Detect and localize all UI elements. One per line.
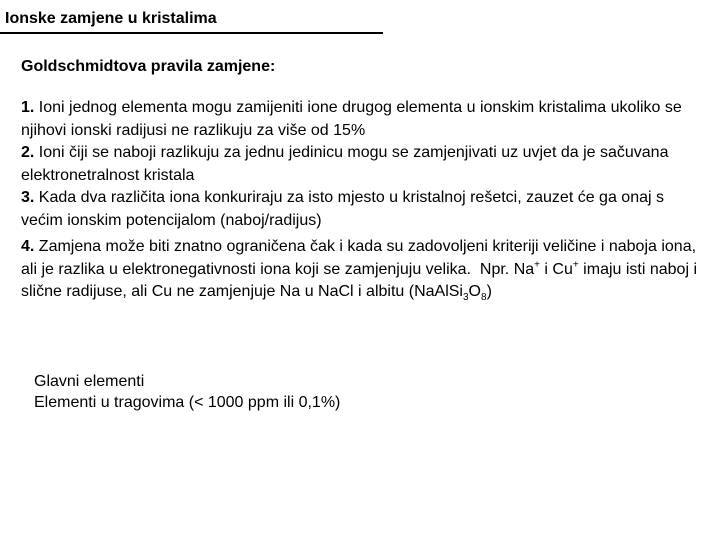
rule-3 <box>21 187 701 232</box>
rule-text: imaju isti naboj i slične radijuse, ali Cu ne zamjenjuje Na u NaCl i albitu (NaAlSi <box>21 260 698 300</box>
rules-heading: Goldschmidtova pravila zamjene: <box>21 58 276 75</box>
rule-text: ) <box>486 283 492 300</box>
element-categories <box>34 371 340 413</box>
rule-2 <box>21 142 701 187</box>
rule-text: Zamjena može biti znatno ograničena čak i kada su zadovoljeni kriteriji veličine i naboja iona, ali je razlika u elektronegativnosti iona koji se zamjenjuju velika. Npr. Na <box>21 238 701 278</box>
rule-text: Kada dva različita iona konkuriraju za isto mjesto u kristalnoj rešetci, zauzet će ga onaj s većim ionskim potencijalom (naboj/radijus) <box>21 189 669 229</box>
trace-elements-label: Elementi u tragovima (< 1000 ppm ili 0,1%) <box>34 394 341 411</box>
rule-number: 2. <box>21 144 35 161</box>
rule-4 <box>21 236 701 304</box>
rule-text: Ioni čiji se naboji razlikuju za jednu jedinicu mogu se zamjenjivati uz uvjet da je sačuvana elektronetralnost kristala <box>21 144 673 184</box>
page-title: Ionske zamjene u kristalima <box>5 10 217 27</box>
rule-number: 3. <box>21 189 35 206</box>
rule-text: i Cu <box>539 260 573 278</box>
rule-number: 1. <box>21 99 35 116</box>
rules-list <box>21 97 701 304</box>
rule-text: Ioni jednog elementa mogu zamijeniti ione drugog elementa u ionskim kristalima ukoliko se njihovi ionski radijusi ne razlikuju za više od 15% <box>21 99 687 139</box>
superscript: + <box>534 259 540 271</box>
subscript: 8 <box>481 292 487 304</box>
rule-1 <box>21 97 701 142</box>
major-elements-label: Glavni elementi <box>34 373 145 390</box>
rule-text: O <box>468 283 481 300</box>
superscript: + <box>572 259 579 271</box>
title-underline <box>0 32 383 34</box>
rule-number: 4. <box>21 238 35 255</box>
subscript: 3 <box>462 292 469 304</box>
